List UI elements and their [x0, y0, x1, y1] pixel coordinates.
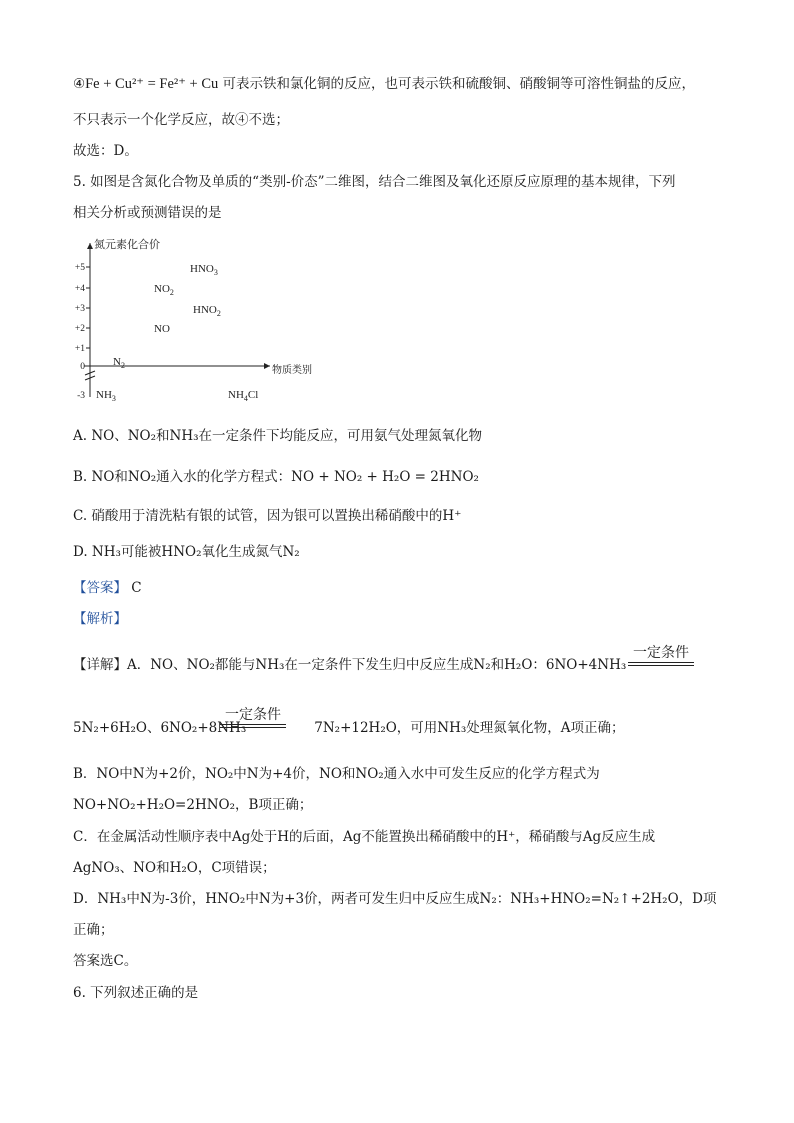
p4-line2: 不只表示一个化学反应，故④不选； — [73, 112, 289, 128]
species-nh3: $NH_3$ — [96, 389, 116, 403]
y-axis-label: 氮元素化合价 — [94, 239, 160, 251]
ionic-equation: Fe + Cu²⁺ = Fe²⁺ + Cu — [85, 76, 219, 92]
p4-line1 — [73, 74, 695, 94]
detail-line5: C．在金属活动性顺序表中Ag处于H的后面，Ag不能置换出稀硝酸中的H⁺，稀硝酸与Ag反应生成 — [73, 829, 656, 845]
species-hno3: $HNO_3$ — [190, 263, 218, 277]
detail-line9: 答案选C。 — [73, 953, 138, 969]
detail-line2 — [73, 718, 625, 738]
species-nh4cl: $NH_4Cl$ — [228, 389, 259, 403]
option-a: A. NO、NO₂和NH₃在一定条件下均能反应，可用氨气处理氮氧化物 — [73, 428, 483, 444]
option-b: B. NO和NO₂通入水的化学方程式：NO + NO₂ + H₂O = 2HNO₂ — [73, 469, 479, 485]
condition-text: 一定条件 — [633, 645, 689, 661]
species-n2: $N_2$ — [113, 356, 125, 370]
detail-line7: D．NH₃中N为-3价，HNO₂中N为+3价，两者可发生归中反应生成N₂：NH₃+HNO₂=N₂↑+2H₂O，D项 — [73, 891, 717, 907]
detail-line2-a: 5N₂+6H₂O、6NO₂+8NH₃ — [73, 720, 247, 736]
option-d: D. NH₃可能被HNO₂氧化生成氮气N₂ — [73, 544, 300, 560]
species-no2: $NO_2$ — [154, 283, 174, 297]
q5-stem-line1: 5. 如图是含氮化合物及单质的“类别-价态”二维图，结合二维图及氧化还原反应原理的基本规律，下列 — [73, 174, 676, 190]
detail-line1: 【详解】A．NO、NO₂都能与NH₃在一定条件下发生归中反应生成N₂和H₂O：6NO+4NH₃ — [73, 657, 627, 673]
detail-line4: NO+NO₂+H₂O=2HNO₂，B项正确； — [73, 797, 313, 813]
tick-label: +4 — [74, 284, 85, 294]
tick-label: 0 — [80, 362, 85, 372]
detail-line2-b: 7N₂+12H₂O，可用NH₃处理氮氧化物，A项正确； — [314, 720, 625, 736]
answer-tag: 【答案】 — [73, 580, 127, 596]
p4-line3: 故选：D。 — [73, 143, 138, 159]
detail-line8: 正确； — [73, 922, 114, 938]
tick-label: -3 — [77, 391, 85, 401]
q6-stem: 6. 下列叙述正确的是 — [73, 985, 199, 1001]
analysis-tag: 【解析】 — [73, 611, 127, 627]
answer-line — [73, 578, 142, 598]
valence-class-diagram — [70, 237, 340, 407]
reaction-condition — [628, 642, 694, 666]
reaction-condition — [220, 704, 286, 728]
species-no: NO — [154, 323, 170, 335]
p4-text: 可表示铁和氯化铜的反应，也可表示铁和硫酸铜、硝酸铜等可溶性铜盐的反应， — [218, 76, 696, 92]
double-bar — [628, 662, 694, 666]
detail-line3: B．NO中N为+2价，NO₂中N为+4价，NO和NO₂通入水中可发生反应的化学方程式为 — [73, 766, 600, 782]
answer-value: C — [131, 580, 142, 596]
condition-text: 一定条件 — [225, 707, 281, 723]
tick-label: +2 — [74, 324, 85, 334]
x-axis-label: 物质类别 — [272, 365, 312, 376]
tick-label: +3 — [74, 304, 85, 314]
option-c: C. 硝酸用于清洗粘有银的试管，因为银可以置换出稀硝酸中的H⁺ — [73, 508, 462, 524]
q5-stem-line2: 相关分析或预测错误的是 — [73, 205, 222, 221]
detail-line6: AgNO₃、NO和H₂O，C项错误； — [73, 860, 276, 876]
species-hno2: $HNO_2$ — [193, 304, 221, 318]
tick-label: +1 — [74, 344, 85, 354]
double-bar — [220, 724, 286, 728]
circled-four: ④ — [73, 76, 86, 92]
tick-label: +5 — [74, 263, 85, 273]
